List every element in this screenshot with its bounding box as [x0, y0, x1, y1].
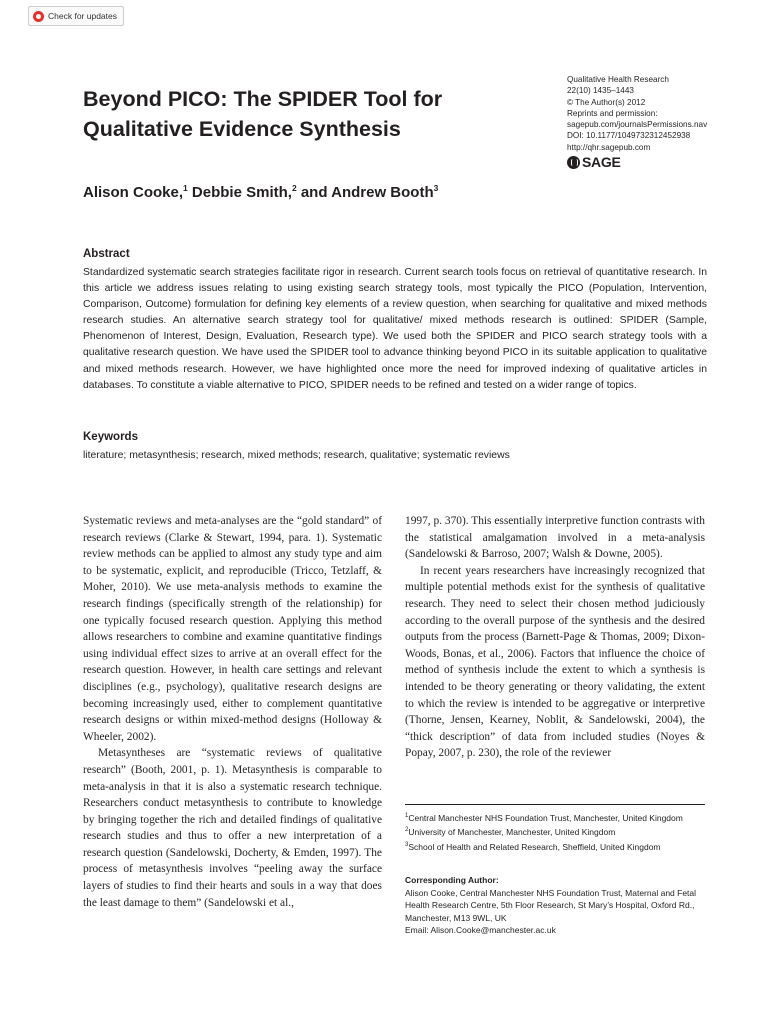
- journal-name: Qualitative Health Research: [567, 75, 669, 84]
- article-title-line-1: Beyond PICO: The SPIDER Tool for: [83, 87, 443, 111]
- check-for-updates-badge[interactable]: [28, 6, 124, 26]
- crossmark-icon: [33, 11, 44, 22]
- footnote-divider: [405, 804, 705, 805]
- corresponding-author-address: Alison Cooke, Central Manchester NHS Foundation Trust, Maternal and Fetal Health Research Centre, 5th Floor Research, St Mary’s Hospital, Oxford Rd., Manchester, M13 9WL, UK: [405, 887, 697, 923]
- body-paragraph: 1997, p. 370). This essentially interpretive function contrasts with the statistical amalgamation involved in a meta-analysis (Sandelowski & Barroso, 2007; Walsh & Downe, 2005).: [405, 515, 706, 561]
- author-name: Debbie Smith,: [191, 184, 292, 201]
- body-paragraph: Systematic reviews and meta-analyses are the “gold standard” of research reviews (Clarke & Stewart, 1994, para. 1). Systematic review methods can be applied to almost any study type and aim to be systematic, explicit, and reproducible (Tricco, Tetzlaff, & Moher, 2010). We use meta-analysis methods to examine the research findings (specifically strength of the relationship) for one typically focused research question. Applying this method allows researchers to combine and examine quantitative findings using individual effect sizes to arrive at an overall effect for the research question. However, in health care settings and relevant disciplines (e.g., psychology), qualitative research designs are becoming increasingly used, either to complement quantitative research designs or within mixed-method designs (Holloway & Wheeler, 2002).: [83, 515, 382, 743]
- author-affiliation-mark: 2: [291, 183, 297, 193]
- sage-logo-icon: [567, 156, 580, 169]
- corresponding-author-heading: Corresponding Author:: [405, 875, 499, 885]
- corresponding-author: [405, 874, 705, 937]
- affiliation-item: [405, 824, 705, 838]
- body-paragraph: In recent years researchers have increasingly recognized that multiple potential methods exist for the synthesis of qualitative research. They need to select their chosen method judiciously according to the overall purpose of the synthesis and the desired outputs from the process (Barnett-Page & Thomas, 2009; Dixon-Woods, Bonas, et al., 2006). Factors that influence the choice of method of synthesis include the extent to which a synthesis is intended to be theory generating or theory validating, the extent to which the review is intended to be aggregative or interpretive (Thorne, Jensen, Kearney, Noblit, & Sandelowski, 2004), the “thick description” of data from included studies (Noyes & Popay, 2007, p. 230), the role of the reviewer: [405, 564, 705, 760]
- affiliation-footnotes: [405, 810, 705, 853]
- author-affiliation-mark: 3: [433, 183, 439, 193]
- journal-url[interactable]: http://qhr.sagepub.com: [567, 142, 651, 152]
- author-name: and Andrew Booth: [300, 184, 434, 201]
- affiliation-mark: 2: [405, 827, 409, 834]
- affiliation-text: University of Manchester, Manchester, United Kingdom: [408, 827, 616, 838]
- affiliation-mark: 1: [405, 813, 409, 819]
- affiliation-item: [405, 810, 705, 824]
- affiliation-text: Central Manchester NHS Foundation Trust, Manchester, United Kingdom: [408, 812, 683, 823]
- journal-info: [567, 74, 747, 169]
- journal-doi[interactable]: DOI: 10.1177/1049732312452938: [567, 131, 691, 141]
- corresponding-author-email[interactable]: Email: Alison.Cooke@manchester.ac.uk: [405, 925, 556, 936]
- sage-logo: [567, 153, 747, 170]
- author-name: Alison Cooke,: [83, 184, 184, 201]
- body-column-left: [83, 513, 382, 911]
- journal-permissions-link[interactable]: sagepub.com/journalsPermissions.nav: [567, 120, 708, 130]
- sage-logo-text: SAGE: [582, 153, 621, 170]
- abstract-text: Standardized systematic search strategies facilitate rigor in research. Current search tools focus on retrieval of quantitative research. In this article we address issues relating to using existing search strategy tools, most typically the PICO (Population, Intervention, Comparison, Outcome) formulation for defining key elements of a review question, when searching for qualitative and mixed methods research studies. An alternative search strategy tool for qualitative/ mixed methods research is outlined: SPIDER (Sample, Phenomenon of Interest, Design, Evaluation, Research type). We used both the SPIDER and PICO search strategy tools with a qualitative research question. We have used the SPIDER tool to advance thinking beyond PICO in its suitable application to qualitative and mixed methods research. However, we have highlighted once more the need for improved indexing of qualitative articles in databases. To constitute a viable alternative to PICO, SPIDER needs to be refined and tested on a wider range of topics.: [83, 267, 707, 391]
- author-affiliation-mark: 1: [183, 183, 188, 193]
- body-column-right: [405, 513, 705, 762]
- body-paragraph: Metasyntheses are “systematic reviews of qualitative research” (Booth, 2001, p. 1). Metasynthesis is comparable to meta-analysis in that it is also a systematic research technique. Researchers conduct metasynthesis to contribute to knowledge by bringing together the rich and detailed findings of qualitative research studies and thus to offer a new interpretation of a research question (Sandelowski, Docherty, & Emden, 1997). The process of metasynthesis involves “peeling away the surface layers of studies to find their hearts and souls in a way that does the least damage to them” (Sandelowski et al.,: [83, 747, 382, 909]
- journal-copyright: © The Author(s) 2012: [567, 97, 646, 107]
- article-title: [83, 84, 543, 144]
- affiliation-text: School of Health and Related Research, Sheffield, United Kingdom: [408, 841, 661, 852]
- journal-volume: 22(10) 1435–1443: [567, 86, 634, 96]
- article-title-line-2: Qualitative Evidence Synthesis: [83, 117, 401, 141]
- keywords-heading: Keywords: [83, 431, 138, 443]
- affiliation-item: [405, 839, 705, 853]
- check-for-updates-label: Check for updates: [48, 11, 117, 21]
- journal-reprints: Reprints and permission:: [567, 108, 658, 118]
- keywords-text: literature; metasynthesis; research, mixed methods; research, qualitative; systematic reviews: [83, 450, 510, 461]
- author-list: [83, 183, 438, 201]
- abstract-heading: Abstract: [83, 248, 130, 260]
- affiliation-mark: 3: [405, 841, 409, 848]
